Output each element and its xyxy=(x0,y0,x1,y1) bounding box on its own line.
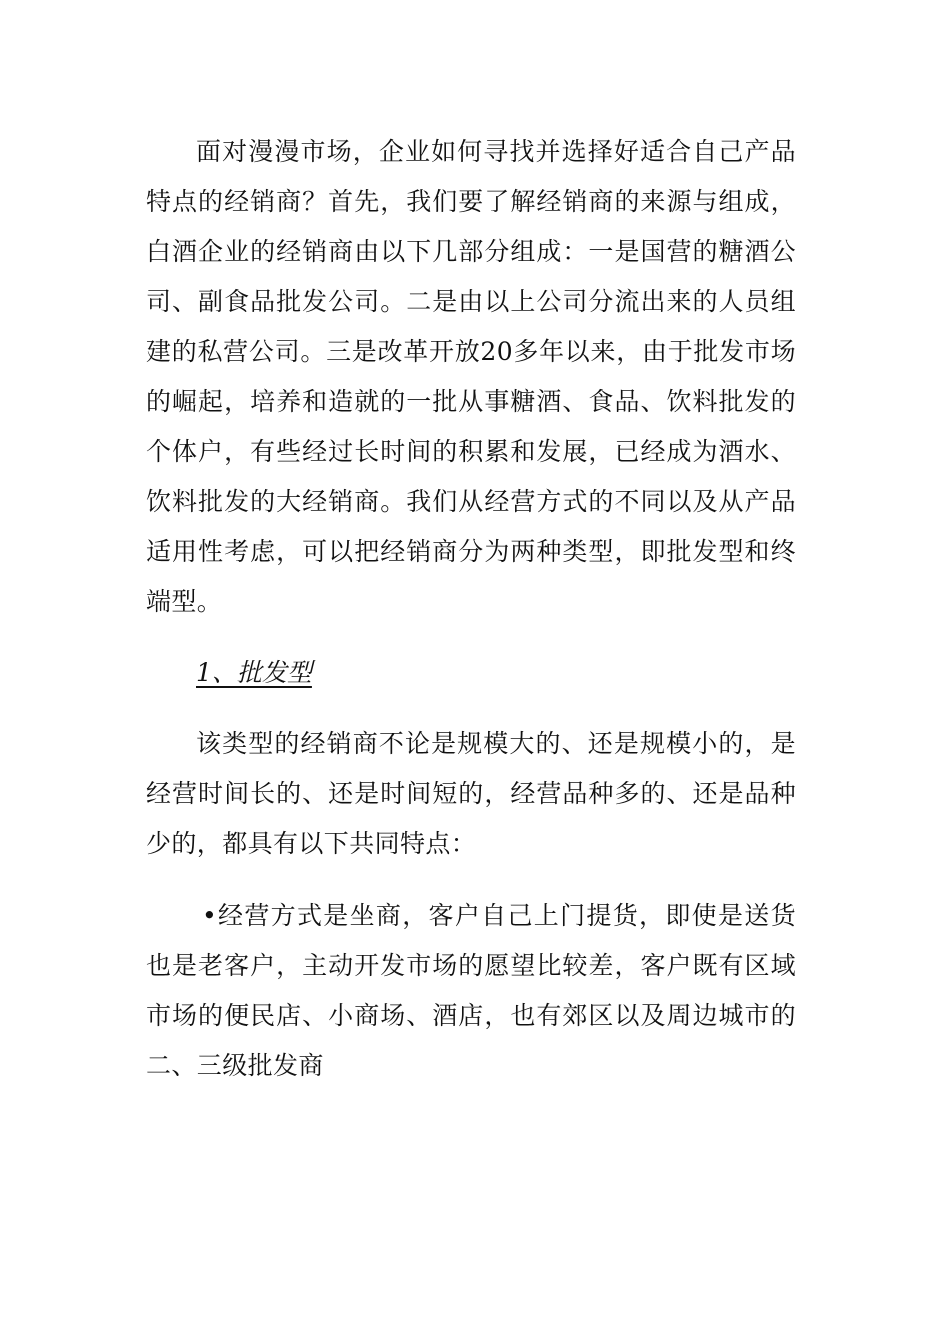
intro-paragraph: 面对漫漫市场，企业如何寻找并选择好适合自己产品特点的经销商？首先，我们要了解经销商的来源与组成，白酒企业的经销商由以下几部分组成：一是国营的糖酒公司、副食品批发公司。二是由以上公司分流出来的人员组建的私营公司。三是改革开放20多年以来，由于批发市场的崛起，培养和造就的一批从事糖酒、食品、饮料批发的个体户，有些经过长时间的积累和发展，已经成为酒水、饮料批发的大经销商。我们从经营方式的不同以及从产品适用性考虑，可以把经销商分为两种类型，即批发型和终端型。 xyxy=(146,137,796,616)
section-heading-wholesale: 1、批发型 xyxy=(196,658,312,687)
wholesale-description-paragraph: 该类型的经销商不论是规模大的、还是规模小的，是经营时间长的、还是时间短的，经营品种多的、还是品种少的，都具有以下共同特点： xyxy=(146,729,796,858)
bullet-item: •经营方式是坐商，客户自己上门提货，即使是送货也是老客户，主动开发市场的愿望比较差，客户既有区域市场的便民店、小商场、酒店，也有郊区以及周边城市的二、三级批发商 xyxy=(146,901,796,1080)
